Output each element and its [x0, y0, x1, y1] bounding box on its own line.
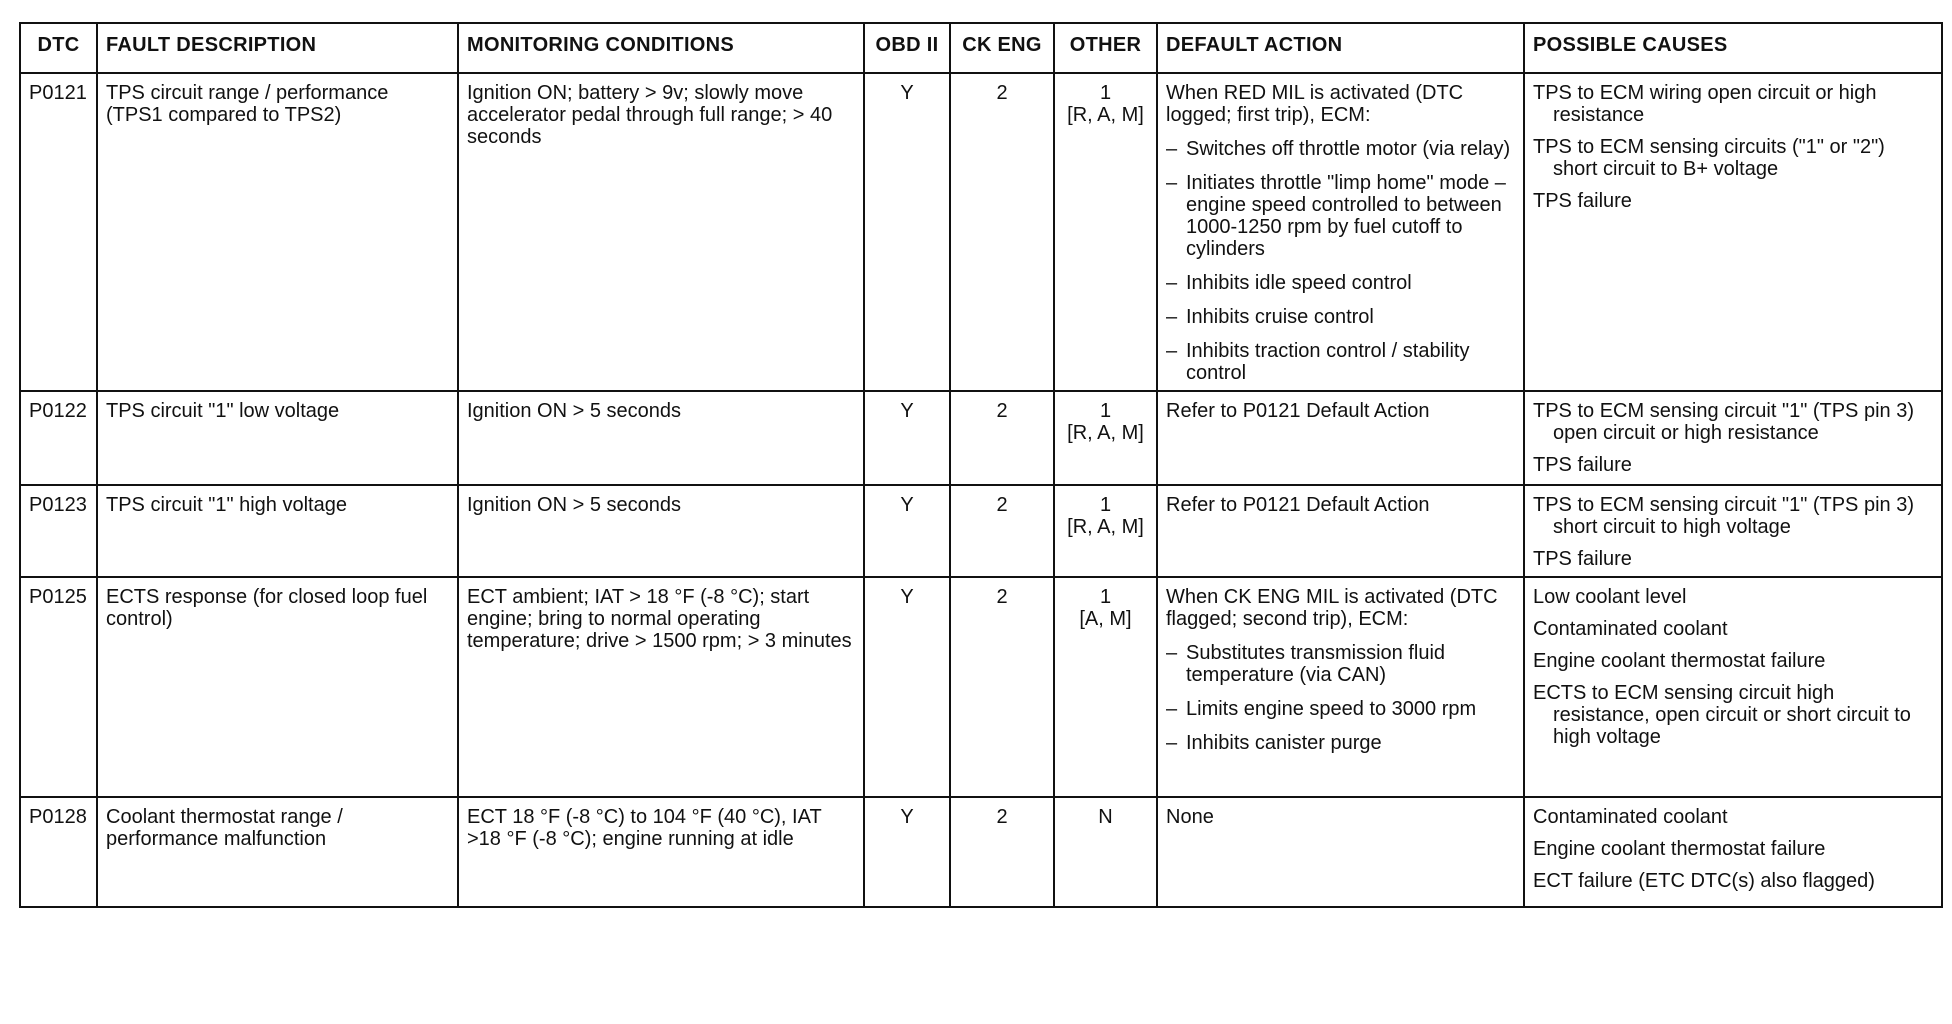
ck-eng-value: 2	[950, 73, 1054, 391]
ck-eng-value: 2	[950, 797, 1054, 907]
cause-item: Contaminated coolant	[1533, 618, 1728, 640]
cause-item: Engine coolant thermostat failure	[1533, 650, 1826, 672]
dtc-code: P0128	[20, 797, 97, 907]
cause-item: ECTS to ECM sensing circuit high resistance, open circuit or short circuit to high voltage	[1533, 682, 1911, 748]
monitoring-conditions: ECT 18 °F (-8 °C) to 104 °F (40 °C), IAT >18 °F (-8 °C); engine running at idle	[458, 797, 864, 907]
default-action-item: – Limits engine speed to 3000 rpm	[1166, 698, 1515, 720]
table-row	[20, 577, 1942, 797]
other-subcodes: [R, A, M]	[1067, 516, 1144, 538]
default-action-item: – Initiates throttle "limp home" mode – engine speed controlled to between 1000-1250 rpm by fuel cutoff to cylinders	[1166, 172, 1515, 260]
table-row	[20, 391, 1942, 485]
other-cell	[1054, 797, 1157, 907]
default-action-list	[1166, 642, 1515, 754]
cause-item: TPS failure	[1533, 190, 1632, 212]
table-body	[20, 73, 1942, 907]
default-action-item: – Switches off throttle motor (via relay)	[1166, 138, 1515, 160]
cause-item: ECT failure (ETC DTC(s) also flagged)	[1533, 870, 1875, 892]
other-code: 1	[1099, 494, 1112, 516]
ck-eng-value: 2	[950, 485, 1054, 577]
header-dtc: DTC	[20, 23, 97, 73]
fault-description: Coolant thermostat range / performance malfunction	[97, 797, 458, 907]
other-cell	[1054, 391, 1157, 485]
table-row	[20, 485, 1942, 577]
cause-item: TPS failure	[1533, 454, 1632, 476]
other-code: 1	[1099, 82, 1112, 104]
header-monitoring-conditions: MONITORING CONDITIONS	[458, 23, 864, 73]
other-subcodes: [R, A, M]	[1067, 422, 1144, 444]
cause-item: Low coolant level	[1533, 586, 1687, 608]
other-subcodes: [R, A, M]	[1067, 104, 1144, 126]
ck-eng-value: 2	[950, 577, 1054, 797]
obd-flag: Y	[864, 391, 950, 485]
obd-flag: Y	[864, 73, 950, 391]
default-action-intro: When RED MIL is activated (DTC logged; first trip), ECM:	[1166, 82, 1464, 126]
obd-flag: Y	[864, 577, 950, 797]
possible-causes	[1524, 391, 1942, 485]
cause-item: TPS to ECM sensing circuit "1" (TPS pin 3) short circuit to high voltage	[1533, 494, 1914, 538]
monitoring-conditions: Ignition ON > 5 seconds	[458, 391, 864, 485]
default-action-intro: Refer to P0121 Default Action	[1166, 400, 1430, 422]
cause-item: Engine coolant thermostat failure	[1533, 838, 1826, 860]
header-fault-description: FAULT DESCRIPTION	[97, 23, 458, 73]
obd-flag: Y	[864, 797, 950, 907]
default-action-item: – Inhibits traction control / stability control	[1166, 340, 1515, 384]
default-action-list	[1166, 138, 1515, 384]
cause-item: Contaminated coolant	[1533, 806, 1728, 828]
obd-flag: Y	[864, 485, 950, 577]
other-code: N	[1098, 806, 1113, 828]
default-action-item: – Substitutes transmission fluid temperature (via CAN)	[1166, 642, 1515, 686]
default-action	[1157, 391, 1524, 485]
dtc-code: P0121	[20, 73, 97, 391]
dtc-code: P0125	[20, 577, 97, 797]
default-action	[1157, 797, 1524, 907]
other-cell	[1054, 577, 1157, 797]
header-default-action: DEFAULT ACTION	[1157, 23, 1524, 73]
default-action	[1157, 485, 1524, 577]
other-code: 1	[1099, 586, 1112, 608]
table-row	[20, 73, 1942, 391]
ck-eng-value: 2	[950, 391, 1054, 485]
possible-causes	[1524, 485, 1942, 577]
possible-causes	[1524, 577, 1942, 797]
header-ck-eng: CK ENG	[950, 23, 1054, 73]
fault-description: TPS circuit "1" low voltage	[97, 391, 458, 485]
default-action-intro: None	[1166, 806, 1214, 828]
possible-causes	[1524, 797, 1942, 907]
dtc-code: P0122	[20, 391, 97, 485]
other-cell	[1054, 73, 1157, 391]
cause-item: TPS failure	[1533, 548, 1632, 570]
default-action	[1157, 73, 1524, 391]
other-code: 1	[1099, 400, 1112, 422]
default-action-item: – Inhibits canister purge	[1166, 732, 1515, 754]
cause-item: TPS to ECM sensing circuit "1" (TPS pin 3) open circuit or high resistance	[1533, 400, 1914, 444]
cause-item: TPS to ECM wiring open circuit or high resistance	[1533, 82, 1877, 126]
header-other: OTHER	[1054, 23, 1157, 73]
default-action-intro: Refer to P0121 Default Action	[1166, 494, 1430, 516]
header-row	[20, 23, 1942, 73]
monitoring-conditions: Ignition ON; battery > 9v; slowly move accelerator pedal through full range; > 40 seconds	[458, 73, 864, 391]
monitoring-conditions: ECT ambient; IAT > 18 °F (-8 °C); start engine; bring to normal operating temperature; drive > 1500 rpm; > 3 minutes	[458, 577, 864, 797]
monitoring-conditions: Ignition ON > 5 seconds	[458, 485, 864, 577]
dtc-table	[19, 22, 1943, 908]
fault-description: TPS circuit "1" high voltage	[97, 485, 458, 577]
header-possible-causes: POSSIBLE CAUSES	[1524, 23, 1942, 73]
possible-causes	[1524, 73, 1942, 391]
default-action-intro: When CK ENG MIL is activated (DTC flagged; second trip), ECM:	[1166, 586, 1498, 630]
cause-item: TPS to ECM sensing circuits ("1" or "2") short circuit to B+ voltage	[1533, 136, 1885, 180]
dtc-code: P0123	[20, 485, 97, 577]
table-row	[20, 797, 1942, 907]
other-cell	[1054, 485, 1157, 577]
fault-description: ECTS response (for closed loop fuel control)	[97, 577, 458, 797]
header-obd: OBD II	[864, 23, 950, 73]
default-action-item: – Inhibits cruise control	[1166, 306, 1515, 328]
default-action-item: – Inhibits idle speed control	[1166, 272, 1515, 294]
other-subcodes: [A, M]	[1079, 608, 1132, 630]
default-action	[1157, 577, 1524, 797]
fault-description: TPS circuit range / performance (TPS1 compared to TPS2)	[97, 73, 458, 391]
